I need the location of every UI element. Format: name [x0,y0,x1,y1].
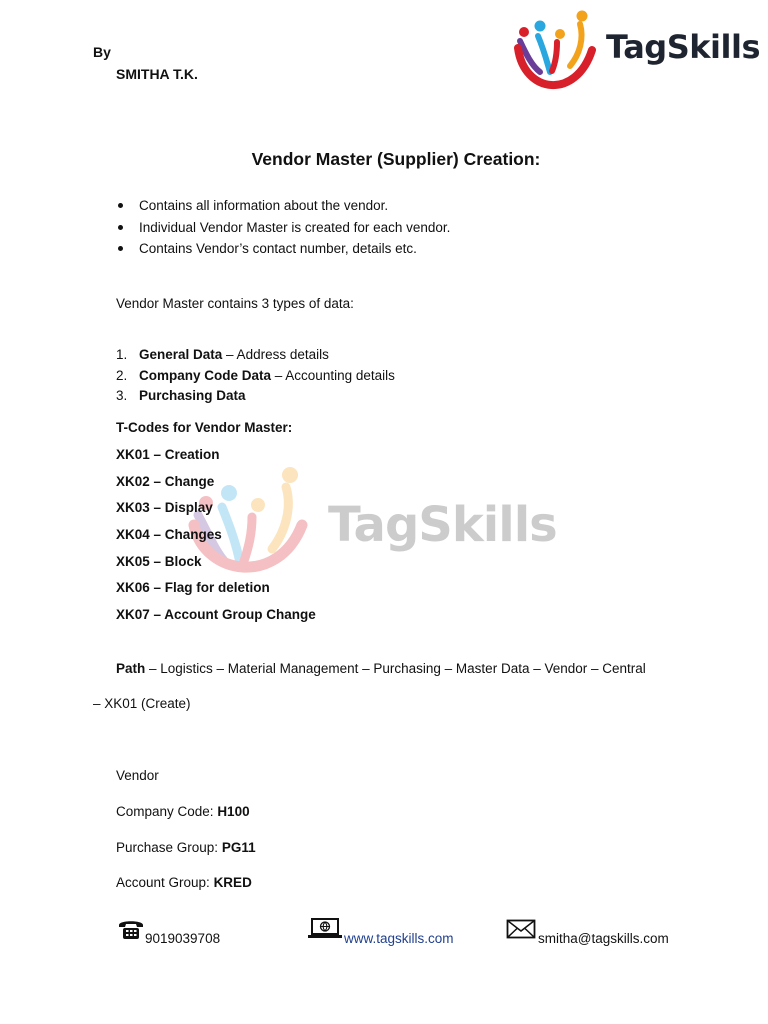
data-type-item [116,345,395,366]
field-value: PG11 [221,839,256,855]
item-number: 3. [116,388,128,403]
page-title: Vendor Master (Supplier) Creation: [251,149,541,169]
tcodes-heading: T-Codes for Vendor Master: [116,420,293,435]
menu-path-line1 [116,661,646,676]
path-label: Path [116,661,146,676]
data-type-desc: – Accounting details [271,367,395,383]
tcodes-list [116,446,316,633]
tagskills-logo-mark [514,10,602,90]
tcode-item: XK04 – Changes [116,527,222,543]
field-label: Purchase Group: [116,839,222,855]
field-label: Account Group: [116,875,214,891]
field-row [116,874,256,910]
data-type-name: General Data [139,347,223,362]
tagskills-logo [514,10,759,90]
item-number: 2. [116,367,128,383]
data-type-name: Company Code Data [139,367,272,383]
by-label: By [93,44,111,60]
field-row [116,803,256,839]
footer-email [506,917,681,947]
tcode-item: XK03 – Display [116,500,213,516]
data-type-item [116,386,395,407]
phone-icon [117,917,145,941]
logo-text: TagSkills [606,28,760,66]
data-type-item [116,366,395,387]
tcode-item: XK01 – Creation [116,447,220,462]
data-types-intro: Vendor Master contains 3 types of data: [116,296,354,311]
author-name: SMITHA T.K. [116,66,198,82]
menu-path-line2: – XK01 (Create) [93,696,191,711]
footer-phone [117,917,257,947]
path-text: – Logistics – Material Management – Purchasing – Master Data – Vendor – Central [145,661,646,676]
field-label: Company Code: [116,803,218,819]
footer-website [307,917,477,947]
data-type-desc: – Address details [222,347,329,362]
website-link[interactable]: www.tagskills.com [344,931,454,946]
email-address[interactable]: smitha@tagskills.com [538,931,669,946]
vendor-fields [116,767,256,910]
tcode-item: XK02 – Change [116,473,215,489]
item-number: 1. [116,347,128,362]
bullet-item: Individual Vendor Master is created for each vendor. [116,218,450,240]
bullet-item: Contains Vendor’s contact number, details etc. [116,239,450,261]
data-type-name: Purchasing Data [139,388,246,403]
laptop-icon [307,917,343,941]
data-types-list [116,345,395,407]
tcode-item: XK07 – Account Group Change [116,607,316,623]
field-value: H100 [217,803,250,819]
info-bullet-list [116,196,450,261]
tcode-item: XK06 – Flag for deletion [116,580,270,596]
watermark-text: TagSkills [328,497,557,553]
envelope-icon [506,919,536,939]
phone-number: 9019039708 [145,931,221,946]
tcode-item: XK05 – Block [116,553,202,569]
field-value: KRED [213,875,252,891]
field-label: Vendor [116,768,159,783]
field-row [116,767,256,803]
bullet-item: Contains all information about the vendor. [116,196,450,218]
field-row [116,839,256,875]
